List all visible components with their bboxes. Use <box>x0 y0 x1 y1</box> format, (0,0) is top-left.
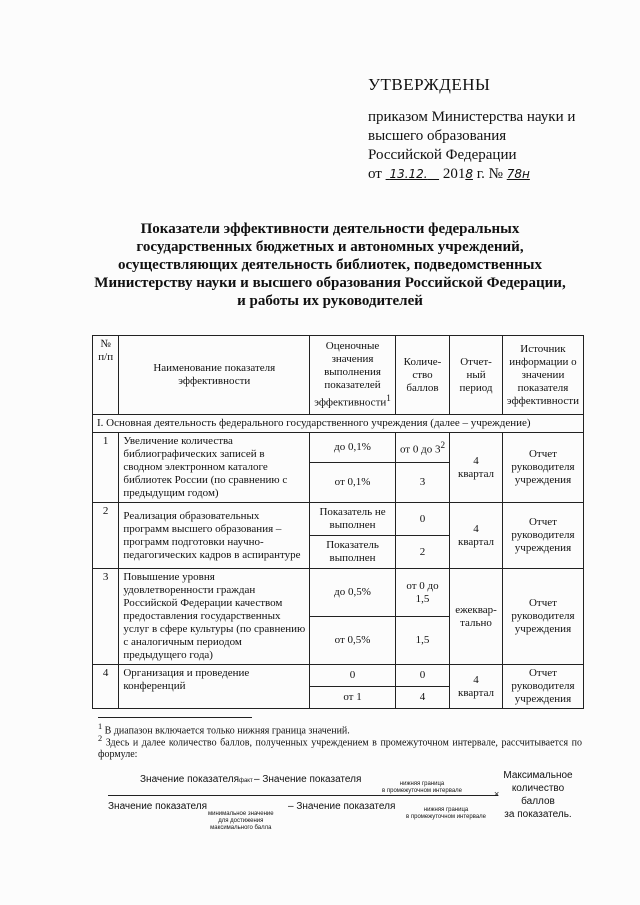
formula-numerator-value: Значение показателяфакт <box>140 774 253 785</box>
title-line: государственных бюджетных и автономных учреждений, <box>136 239 524 255</box>
order-line-3: Российской Федерации <box>368 147 517 163</box>
title-line: Показатели эффективности деятельности федеральных <box>140 221 520 237</box>
formula-numerator-minus: – Значение показателя <box>254 774 362 785</box>
title-line: осуществляющих деятельность библиотек, подведомственных <box>118 257 542 273</box>
row-name: Повышение уровня удовлетворенности граждан Российской Федерации качеством предоставления государственных услуг в сфере культуры (по сравнению с аналогичным периодом предыдущего года) <box>119 569 310 665</box>
row-score-2: 2 <box>395 536 449 569</box>
order-number-handwritten: 78н <box>506 167 530 181</box>
header-values: Оценочные значения выполнения показателей эффективности$^1$ <box>310 336 396 415</box>
formula-times: × <box>494 789 500 799</box>
order-line-2: высшего образования <box>368 128 507 144</box>
header-period: Отчет-ный период <box>450 336 503 415</box>
row-value-1: до 0,5% <box>310 569 396 617</box>
formula-denominator-subscript-2: нижняя граница в промежуточном интервале <box>406 807 487 820</box>
table-row <box>93 503 584 536</box>
row-score-2: 1,5 <box>395 617 449 665</box>
row-score-1: 0 <box>395 503 449 536</box>
formula-denominator-subscript: минимальное значение для достижения максимального балла <box>208 811 274 831</box>
row-value-2: Показатель выполнен <box>310 536 396 569</box>
row-value-2: от 0,5% <box>310 617 396 665</box>
section-label: I. Основная деятельность федерального государственного учреждения (далее – учреждение) <box>93 415 584 433</box>
order-year-prefix: 201 <box>442 166 466 182</box>
order-from: от <box>368 166 382 182</box>
row-period: ежеквар-тально <box>450 569 503 665</box>
formula-numerator-subscript: нижняя граница в промежуточном интервале <box>382 781 463 794</box>
row-value-1: до 0,1% <box>310 433 396 463</box>
order-year-handwritten: 8 <box>465 167 473 181</box>
order-day-handwritten: 13.12. <box>389 167 428 181</box>
formula-max-score: Максимальное количество баллов за показатель. <box>503 770 573 820</box>
formula-fraction-line <box>108 795 498 796</box>
table-header-row <box>93 336 584 415</box>
indicators-table <box>92 335 584 709</box>
table-row <box>93 433 584 463</box>
row-value-1: Показатель не выполнен <box>310 503 396 536</box>
row-value-2: от 1 <box>310 687 396 709</box>
order-line-1: приказом Министерства науки и <box>368 109 576 125</box>
document-title <box>70 220 590 310</box>
row-score-2: 4 <box>395 687 449 709</box>
row-score-1: от 0 до $3^2$ <box>395 433 449 463</box>
footnote-1: $^1$ В диапазон включается только нижняя граница значений. <box>98 722 350 737</box>
section-row <box>93 415 584 433</box>
approved-heading: УТВЕРЖДЕНЫ <box>368 75 491 94</box>
row-num: 3 <box>93 569 119 665</box>
table-row <box>93 665 584 687</box>
header-num: № п/п <box>93 336 119 415</box>
row-score-1: от 0 до 1,5 <box>395 569 449 617</box>
row-num: 4 <box>93 665 119 709</box>
row-value-2: от 0,1% <box>310 463 396 503</box>
formula-denominator-minus: – Значение показателя <box>288 801 396 812</box>
title-line: Министерству науки и высшего образования Российской Федерации, <box>94 275 566 291</box>
footnote-divider <box>98 717 252 718</box>
order-year-after: г. № <box>476 166 503 182</box>
row-name: Увеличение количества библиографических записей в сводном электронном каталоге библиотек России (по сравнению с предыдущим годом) <box>119 433 310 503</box>
row-score-2: 3 <box>395 463 449 503</box>
row-name: Организация и проведение конференций <box>119 665 310 709</box>
row-num: 1 <box>93 433 119 503</box>
row-source: Отчет руководителя учреждения <box>502 503 583 569</box>
row-source: Отчет руководителя учреждения <box>502 569 583 665</box>
row-period: 4 квартал <box>450 503 503 569</box>
row-score-1: 0 <box>395 665 449 687</box>
row-value-1: 0 <box>310 665 396 687</box>
title-line: и работы их руководителей <box>237 293 423 309</box>
header-source: Источник информации о значении показателя эффективности <box>502 336 583 415</box>
order-date-line <box>368 165 608 184</box>
formula-denominator-value: Значение показателя <box>108 801 208 812</box>
row-name: Реализация образовательных программ высшего образования – программ подготовки научно-педагогических кадров в аспирантуре <box>119 503 310 569</box>
order-reference <box>368 108 608 184</box>
header-name: Наименование показателя эффективности <box>119 336 310 415</box>
row-num: 2 <box>93 503 119 569</box>
table-row <box>93 569 584 617</box>
row-source: Отчет руководителя учреждения <box>502 665 583 709</box>
footnote-2: $^2$ Здесь и далее количество баллов, полученных учреждением в промежуточном интервале, рассчитывается по формуле: <box>98 734 582 761</box>
header-score: Количе-ство баллов <box>395 336 449 415</box>
row-period: 4 квартал <box>450 433 503 503</box>
row-source: Отчет руководителя учреждения <box>502 433 583 503</box>
row-period: 4 квартал <box>450 665 503 709</box>
